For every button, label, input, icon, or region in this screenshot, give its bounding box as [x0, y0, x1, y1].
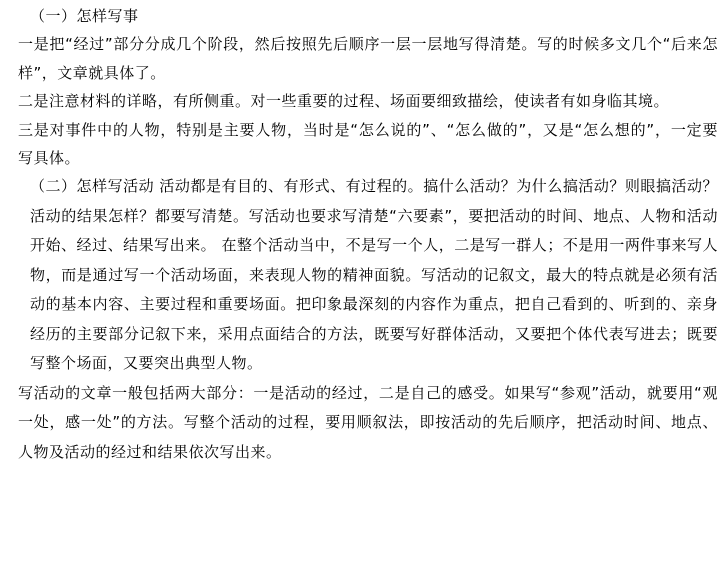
paragraph-3: 三是对事件中的人物，特别是主要人物，当时是“怎么说的”、“怎么做的”，又是“怎么想的”，一定要写具体。	[18, 120, 718, 168]
paragraph-1: 一是把“经过”部分分成几个阶段，然后按照先后顺序一层一层地写得清楚。写的时候多文几个“后来怎样”，文章就具体了。	[18, 35, 718, 82]
paragraph-2: 二是注意材料的详略，有所侧重。对一些重要的过程、场面要细致描绘，使读者有如身临其境。	[18, 92, 670, 111]
document-body	[18, 2, 718, 467]
paragraph-4: （二）怎样写活动 活动都是有目的、有形式、有过程的。搞什么活动？为什么搞活动？则眼搞活动？活动的结果怎样？都要写清楚。写活动也要求写清楚“六要素”，要把活动的时间、地点、人物和活动开始、经过、结果写出来。 在整个活动当中，不是写一个人，二是写一群人；不是用一两件事来写人物，而是通过写一个活动场面，来表现人物的精神面貌。写活动的记叙文，最大的特点就是必须有活动的基本内容、主要过程和重要场面。把印象最深刻的内容作为重点，把自己看到的、听到的、亲身经历的主要部分记叙下来，采用点面结合的方法，既要写好群体活动，又要把个体代表写进去；既要写整个场面，又要突出典型人物。	[30, 177, 718, 373]
paragraph-5: 写活动的文章一般包括两大部分：一是活动的经过，二是自己的感受。如果写“参观”活动，就要用“观一处，感一处”的方法。写整个活动的过程，要用顺叙法，即按活动的先后顺序，把活动时间、地点、人物及活动的经过和结果依次写出来。	[18, 383, 718, 461]
section-heading: （一）怎样写事	[30, 7, 139, 25]
